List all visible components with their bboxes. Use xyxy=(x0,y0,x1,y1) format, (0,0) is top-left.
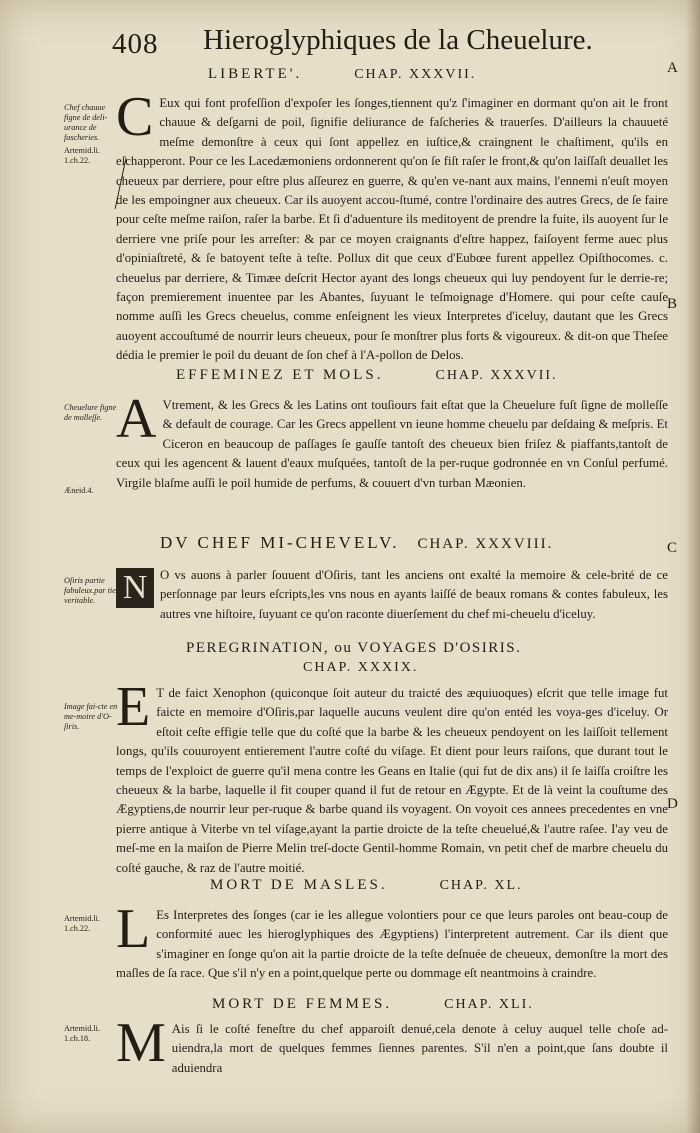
drop-cap: A xyxy=(116,388,157,450)
margin-note: Æneid.4. xyxy=(64,486,94,495)
section-title: MORT DE FEMMES. xyxy=(212,996,393,1012)
body-text: O vs auons à parler ſouuent d'Oſiris, tant les anciens ont exalté la memoire & cele-brité de ce perſonnage par leurs eſcripts,les vns nous en ayants laiſſé de beaux romans & contes fabuleux, les autres vne hiſtoire, ſuyuant ce qu'on raconte diuerſement du chef mi-cheuelu d'iceluy. xyxy=(160,568,668,621)
margin-note: Chef chauue figne de deli-urance de fascheries. xyxy=(64,103,108,142)
section-heading xyxy=(212,996,534,1013)
margin-letter-a: A xyxy=(667,60,678,76)
chapter-label: CHAP. XXXVIII. xyxy=(417,536,554,552)
section-body xyxy=(116,86,668,366)
section-body xyxy=(116,1012,668,1078)
section-heading xyxy=(176,367,558,384)
section-body xyxy=(116,898,668,984)
drop-cap: C xyxy=(116,86,154,148)
body-text: Eux qui font profeſſion d'expoſer les ſonges,tiennent qu'z ſ'imaginer en dormant qu'on ait le front chauue & deſgarni de poil, ſignifie deliurance de faſcheries & trauerſes. D'ailleurs la chauueté meſme demonſtre à ceux qui ſont appellez en iuſtice,& craingnent le chaſtiment, qu'ils en eſchapperont. Pour ce les Lacedæmoniens ordonnerent qu'on ſe fiſt raſer le front,& qu'on laiſſaſt deuallet les cheueux par derriere, pour eſtre plus aſſeurez en guerre, & qu'en ve-nant aux mains, l'ennemi n'euſt moyen de les empoingner aux cheueux. Car ils auoyent accou-ſtumé, contre l'ordinaire des autres Grecs, de ſe faire pour ceſte meſme raiſon, raſer la barbe. Et ſi d'aduenture ils meditoyent de prendre la fuite, ils auoyent ſur le derriere vne priſe pour les arreſter: & par ce moyen craignants d'eſtre happez, faiſoyent ferme auec plus d'opiniaſtreté, & ſe batoyent teſte à teſte. Pollux dit que ceux d'Eubœe furent appellez Opiſthocomes. c. cheuelus par derriere, & Timæe deſcrit Hector ayant des longs cheueux qui luy pendoyent ſur le derrie-re; façon premierement inuentee par les Abantes, ſuyuant le teſmoignage d'Homere. qui pour ceſte cauſe nomme auſſi les Grecs cheuelus, comme enſeignent les vieux Interpretes d'iceluy, dautant que les Grecs auoyent accouſtumé de nourrir leurs cheueux, pour ſe monſtrer plus forts & vigoureux. & dit-on que Theſee dédia le premier le poil du deuant de ſon chef à l'A-pollon de Delos. xyxy=(116,96,668,363)
chapter-label: CHAP. XLI. xyxy=(444,997,534,1012)
section-heading xyxy=(160,533,553,553)
chapter-label: CHAP. XXXIX. xyxy=(303,660,419,675)
margin-note: Oſiris partie fabuleux.par tie veritable. xyxy=(64,576,116,605)
margin-note: Artemid.li. 1.ch.22. xyxy=(64,914,100,933)
body-text: Es Interpretes des ſonges (car ie les allegue volontiers pour ce que leurs paroles ont beau-coup de conformité auec les hieroglyphiques des Ægyptiens) l'interpretent autrement. Car ils dient que s'imaginer en ſonge qu'on ait la partie droicte de la teſte deſnuée de cheueux, demonſtre la mort des maſles de ſa race. Que s'il n'y en a point,quelque perte ou dommage eſt neantmoins à craindre. xyxy=(116,908,668,981)
drop-cap: L xyxy=(116,898,151,960)
body-text: Vtrement, & les Grecs & les Latins ont touſiours fait eſtat que la Cheuelure fuſt ſigne de molleſſe & default de courage. Car les Grecs appellent vn ieune homme cheuelu par deſdaing & meſpris. Et Ciceron en beaucoup de paſſages ſe gauſſe tantoſt des cheueux bien friſez & piaffants,tantoſt de ceux qui les agencent & lauent d'eaux muſquées, tantoſt de la per-ruque godronnée en vn Conſul perfumé. Virgile blaſme auſſi le poil humide de perfums, & couuert d'vn turban Mæonien. xyxy=(116,398,668,490)
section-body xyxy=(116,388,668,493)
drop-cap: M xyxy=(116,1012,166,1074)
margin-letter-b: B xyxy=(667,296,678,312)
margin-letter-c: C xyxy=(667,540,678,556)
page-number: 408 xyxy=(112,28,159,60)
section-heading xyxy=(210,877,523,894)
section-body xyxy=(116,676,668,878)
body-text: T de faict Xenophon (quiconque ſoit auteur du traicté des æquiuoques) eſcrit que telle image fut faicte en memoire d'Oſiris,par laquelle aucuns veulent dire qu'on entéd les voya-ges d'iceluy. Or eſtoit ceſte effigie telle que du coſté que la barbe & les cheueux pendoyent on les laiſſoit tellement longs, qu'ils couuroyent entierement l'autre coſté du viſage. Et dient pour leurs raiſons, que durant tout le temps de l'exploict de guerre qu'il mena contre les Geans en Italie (qui fut de dix ans) il ſe laiſſa croiſtre les cheueux & la barbe, laquelle il fit couper quand il fut de retour en Ægypte. Et de là veint la couſtume des Ægyptiens,de nourrir leur per-ruque & barbe quand ils voyagent. On voyoit ces annees precedentes en vne pierre antique à Viterbe vn tel viſage,ayant la partie droicte de la teſte cheuelué,& l'autre raſee. I'ay veu de meſ-me en la maiſon de Pierre Melin treſ-docte Gentil-homme Romain, vn petit chef de marbre cheuelu du coſté gauche, & raz de l'autre moitié. xyxy=(116,686,668,875)
section-body xyxy=(116,566,668,624)
section-title: DV CHEF MI-CHEVELV. xyxy=(160,533,400,552)
chapter-label: CHAP. XL. xyxy=(439,878,523,893)
running-head: Hieroglyphiques de la Cheuelure. xyxy=(203,24,593,56)
page-fold-shadow xyxy=(686,0,700,1133)
body-text: Ais ſi le coſté feneſtre du chef apparoiſt denué,cela denote à celuy auquel telle choſe ad-uiendra,la mort de quelques femmes ſiennes parentes. S'il n'en a point,que ſans doubte il aduiendra xyxy=(171,1022,668,1075)
margin-note: Cheuelure figne de molleſſe. xyxy=(64,403,117,422)
margin-letter-d: D xyxy=(667,796,678,812)
chapter-label: CHAP. XXXVII. xyxy=(435,368,558,383)
section-title: LIBERTE'. xyxy=(208,66,303,82)
section-title: EFFEMINEZ ET MOLS. xyxy=(176,367,384,383)
drop-cap: E xyxy=(116,676,151,738)
margin-note: Image fai-cte en me-moire d'O-ſiris. xyxy=(64,702,118,731)
margin-note: Artemid.li. 1.ch.22. xyxy=(64,146,100,165)
margin-note: Artemid.li. 1.ch.18. xyxy=(64,1024,100,1043)
section-title: PEREGRINATION, ou VOYAGES D'OSIRIS. xyxy=(186,640,522,656)
section-heading xyxy=(208,66,476,83)
drop-cap: N xyxy=(116,568,154,608)
section-title: MORT DE MASLES. xyxy=(210,877,388,893)
chapter-label: CHAP. XXXVII. xyxy=(354,67,477,82)
